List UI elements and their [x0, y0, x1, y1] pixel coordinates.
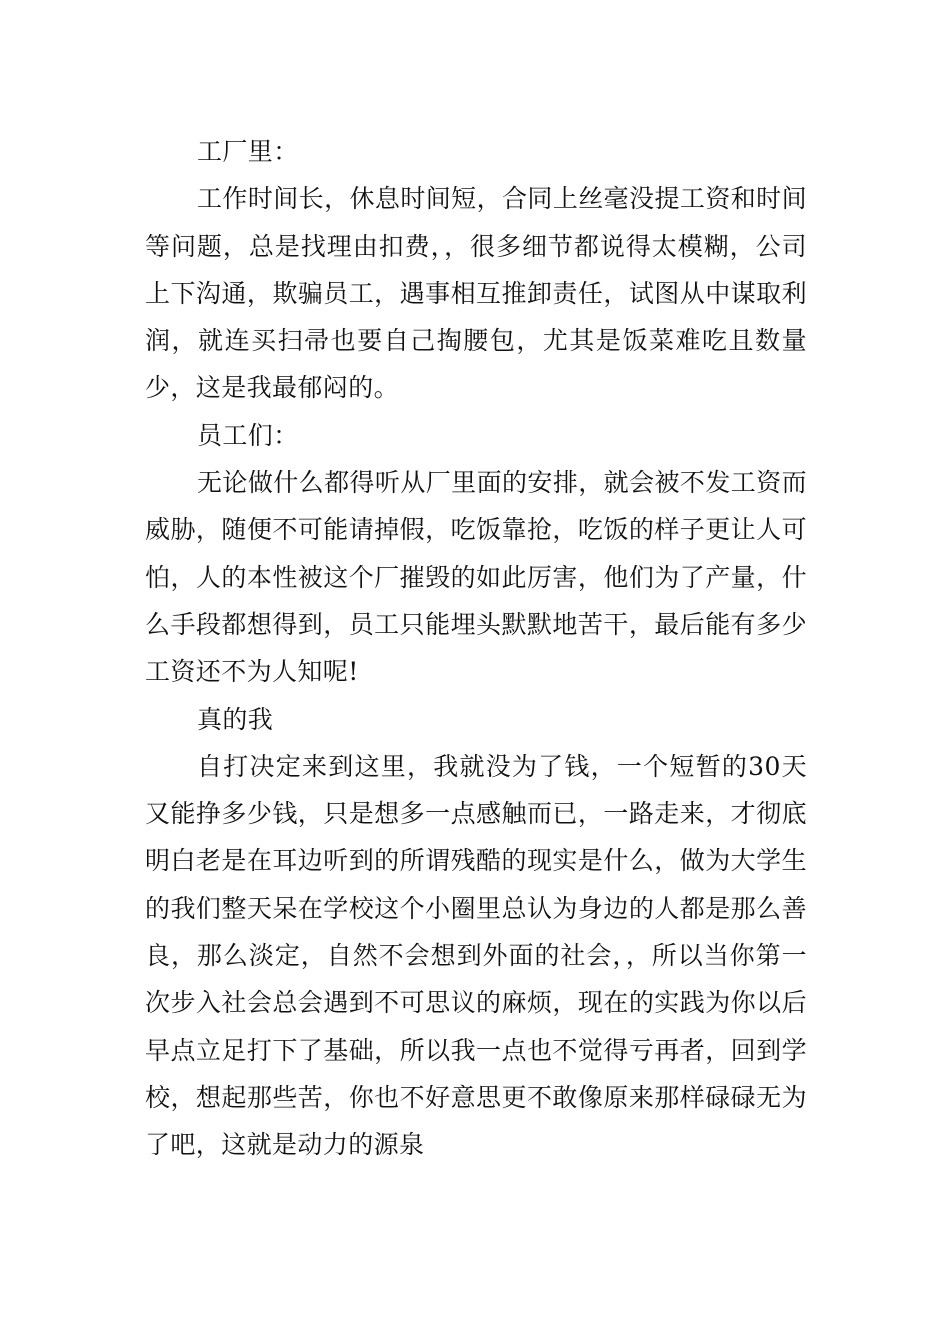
section-heading-real-me: 真的我: [197, 704, 274, 734]
document-body: [145, 128, 807, 1169]
section-heading-employees: 员工们：: [197, 420, 299, 450]
paragraph-real-me-description: 自打决定来到这里，我就没为了钱，一个短暂的30天又能挣多少钱，只是想多一点感触而已，一路走来，才彻底明白老是在耳边听到的所谓残酷的现实是什么，做为大学生的我们整天呆在学校这个小圈里总认为身边的人都是那么善良，那么淡定，自然不会想到外面的社会，，所以当你第一次步入社会总会遇到不可思议的麻烦，现在的实践为你以后早点立足打下了基础，所以我一点也不觉得亏再者，回到学校，想起那些苦，你也不好意思更不敢像原来那样碌碌无为了吧，这就是动力的源泉: [145, 751, 807, 1160]
section-heading-factory: 工厂里：: [197, 137, 299, 166]
paragraph-employees-description: 无论做什么都得听从厂里面的安排，就会被不发工资而威胁，随便不可能请掉假，吃饭靠抢，吃饭的样子更让人可怕，人的本性被这个厂摧毁的如此厉害，他们为了产量，什么手段都想得到，员工只能埋头默默地苦干，最后能有多少工资还不为人知呢!: [145, 468, 807, 687]
paragraph-factory-description: 工作时间长，休息时间短，合同上丝毫没提工资和时间等问题，总是找理由扣费，，很多细节都说得太模糊，公司上下沟通，欺骗员工，遇事相互推卸责任，试图从中谋取利润，就连买扫帚也要自己掏腰包，尤其是饭菜难吃且数量少，这是我最郁闷的。: [145, 184, 807, 403]
